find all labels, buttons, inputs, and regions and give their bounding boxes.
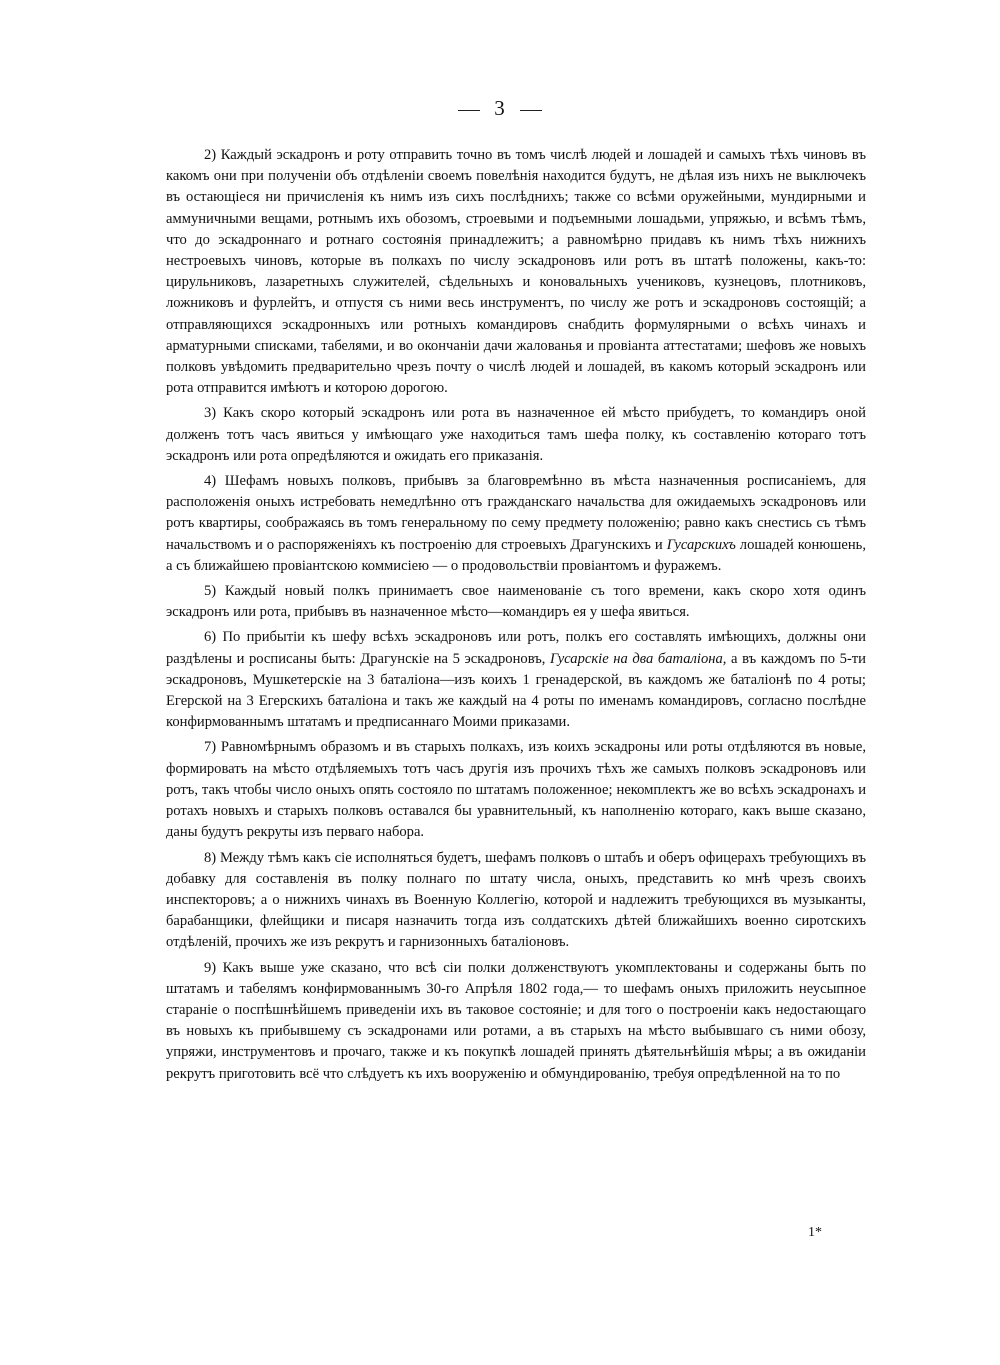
body-text xyxy=(166,145,866,1085)
paragraph-6-italic: Гусарскіе на два баталіона, xyxy=(550,650,727,667)
paragraph-5: 5) Каждый новый полкъ принимаетъ свое наименованіе съ того времени, какъ скоро хотя одинъ эскадронъ или рота, прибывъ въ назначенное мѣсто—командиръ ея у шефа явиться. xyxy=(166,583,866,621)
header-dash-right xyxy=(520,110,542,111)
paragraph-4-text-after: лошадей конюшень, а съ ближайшею провіантскою коммисіею — о продовольствіи провіантомъ и фуражемъ. xyxy=(166,536,866,574)
header-dash-left xyxy=(458,110,480,111)
paragraph-2: 2) Каждый эскадронъ и роту отправить точно въ томъ числѣ людей и лошадей и самыхъ тѣхъ чиновъ въ какомъ они при полученіи объ отдѣленіи своемъ повелѣнія находится будутъ, не дѣлая изъ нихъ не выключекъ въ остающіеся ни причисленія къ нимъ изъ сихъ послѣднихъ; также со всѣми оружейными, мундирными и аммуничными вещами, ротнымъ ихъ обозомъ, строевыми и подъемными лошадьми, упряжью, и всѣмъ тѣмъ, что до эскадроннаго и ротнаго состоянія принадлежитъ; а равномѣрно придавъ къ нимъ тѣхъ нижнихъ нестроевыхъ чиновъ, которые въ полкахъ по числу эскадроновъ или ротъ въ штатѣ положены, какъ-то: цирульниковъ, лазаретныхъ служителей, сѣдельныхъ и коновальныхъ учениковъ, кузнецовъ, плотниковъ, ложниковъ и фурлейтъ, и отпустя съ ними весь инструментъ, по числу же ротъ и эскадроновъ состоящій; а отправляющихся эскадронныхъ или ротныхъ командировъ снабдить формулярными о всѣхъ чинахъ и арматурными списками, табелями, и во окончаніи дачи жалованья и провіанта аттестатами; шефовъ же новыхъ полковъ увѣдомить предварительно чрезъ почту о числѣ людей и лошадей, въ какомъ который эскадронъ или рота отправится имѣютъ и которою дорогою. xyxy=(166,147,866,397)
paragraph-4-text-before: 4) Шефамъ новыхъ полковъ, прибывъ за благовремѣнно въ мѣста назначенныя росписаніемъ, для расположенія оныхъ истребовать немедлѣнно отъ гражданскаго начальства для ожидаемыхъ эскадроновъ или ротъ квартиры, соображаясь въ томъ генеральному по сему предмету положенію; равно какъ снестись съ тѣмъ начальствомъ и о распоряженіяхъ къ построенію для строевыхъ Драгунскихъ и xyxy=(166,473,866,553)
paragraph-4-italic: Гусарскихъ xyxy=(666,536,736,553)
page-number: 3 xyxy=(494,96,506,120)
paragraph-3: 3) Какъ скоро который эскадронъ или рота въ назначенное ей мѣсто прибудетъ, то командиръ оной долженъ тотъ часъ явиться у имѣющаго уже находиться тамъ шефа полку, къ составленію котораго тотъ эскадронъ или рота опредѣляются и ожидать его приказанія. xyxy=(166,405,866,464)
paragraph-9: 9) Какъ выше уже сказано, что всѣ сіи полки долженствуютъ укомплектованы и содержаны быть по штатамъ и табелямъ конфирмованнымъ 30-го Апрѣля 1802 года,— то шефамъ оныхъ приложить неусыпное стараніе о поспѣшнѣйшемъ приведеніи ихъ въ таковое состояніе; и для того о построеніи какъ недостающаго въ новыхъ къ прибывшему съ эскадронами или ротами, а въ старыхъ на мѣсто выбывшаго съ ними обозу, упряжи, инструментовъ и прочаго, также и къ покупкѣ лошадей принять дѣятельнѣйшія мѣры; а въ ожиданіи рекрутъ приготовить всё что слѣдуетъ къ ихъ вооруженію и обмундированію, требуя опредѣленной на то по xyxy=(166,959,866,1082)
paragraph-4 xyxy=(166,471,866,577)
paragraph-7: 7) Равномѣрнымъ образомъ и въ старыхъ полкахъ, изъ коихъ эскадроны или роты отдѣляются въ новые, формировать на мѣсто отдѣляемыхъ тотъ часъ другія изъ прочихъ тѣхъ же самыхъ полковъ эскадроновъ или ротъ, такъ чтобы число оныхъ опять состояло по штатамъ положенное; некомплектъ же во всѣхъ эскадронахъ и ротахъ новыхъ и старыхъ полковъ оставался бы уравнительный, къ наполненію котораго, какъ выше сказано, даны будутъ рекруты изъ перваго набора. xyxy=(166,739,866,841)
signature-mark: 1* xyxy=(808,1225,822,1240)
paragraph-8: 8) Между тѣмъ какъ сіе исполняться будетъ, шефамъ полковъ о штабъ и оберъ офицерахъ требующихъ въ добавку для составленія въ полку полнаго по штату числа, оныхъ, представить ко мнѣ чрезъ своихъ инспекторовъ; а о нижнихъ чинахъ въ Военную Коллегію, которой и надлежитъ требующихся въ музыканты, барабанщики, флейщики и писаря назначить тогда изъ солдатскихъ дѣтей ближайшихъ военно сиротскихъ отдѣленій, прочихъ же изъ рекрутъ и гарнизонныхъ баталіоновъ. xyxy=(166,849,866,951)
page-header xyxy=(0,96,1000,121)
paragraph-6-text-before: 6) По прибытіи къ шефу всѣхъ эскадроновъ или ротъ, полкъ его составлять имѣющихъ, должны они раздѣлены и росписаны быть: Драгунскіе на 5 эскадроновъ, xyxy=(166,629,866,667)
paragraph-6 xyxy=(166,627,866,733)
paragraph-6-text-after: а въ каждомъ по 5-ти эскадроновъ, Мушкетерскіе на 3 баталіона—изъ коихъ 1 гренадерской, въ каждомъ же баталіонѣ по 4 роты; Егерской на 3 Егерскихъ баталіона и такъ же каждый на 4 роты по именамъ командировъ, согласно послѣдне конфирмованнымъ штатамъ и предписаннаго Моими приказами. xyxy=(166,650,866,731)
